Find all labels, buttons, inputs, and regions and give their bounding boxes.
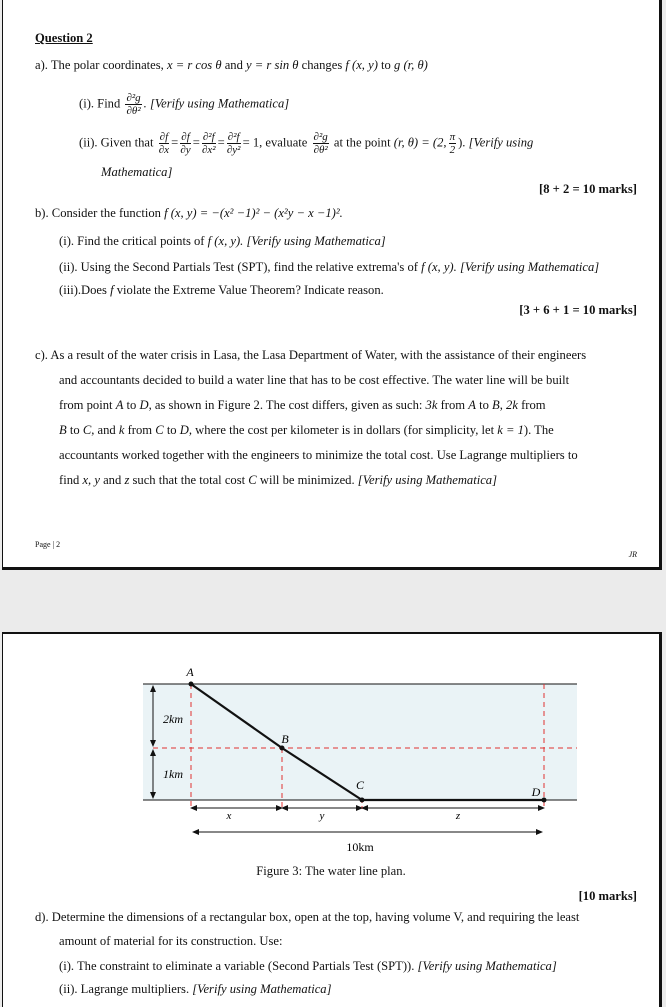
part-b-i: (i). Find the critical points of f (x, y). [Verify using Mathematica] xyxy=(59,234,386,248)
marks-a: [8 + 2 = 10 marks] xyxy=(539,182,637,196)
height-2km-label: 2km xyxy=(163,712,183,726)
part-c-line1: c). As a result of the water crisis in Lasa, the Lasa Department of Water, with the assistance of their engineers xyxy=(35,348,587,362)
part-b-iii: (iii).Does f violate the Extreme Value Theorem? Indicate reason. xyxy=(59,283,384,297)
point-b-label: B xyxy=(281,732,289,746)
part-b-ii: (ii). Using the Second Partials Test (SPT), find the relative extrema's of f (x, y). [Verify using Mathematica] xyxy=(59,260,600,274)
part-c-line6: find x, y and z such that the total cost C will be minimized. [Verify using Mathematica] xyxy=(59,473,498,487)
part-a-intro: a). The polar coordinates, x = r cos θ and y = r sin θ changes f (x, y) to g (r, θ) xyxy=(35,58,428,72)
part-d-i: (i). The constraint to eliminate a variable (Second Partials Test (SPT)). [Verify using Mathematica] xyxy=(59,959,557,973)
author-initials: JR xyxy=(628,550,637,559)
part-d-ii: (ii). Lagrange multipliers. [Verify using Mathematica] xyxy=(59,982,332,996)
figure-caption: Figure 3: The water line plan. xyxy=(256,864,406,878)
part-d-line1: d). Determine the dimensions of a rectangular box, open at the top, having volume V, and requiring the least xyxy=(35,910,580,924)
page-1 xyxy=(2,0,662,570)
part-c-line5: accountants worked together with the engineers to minimize the total cost. Use Lagrange multipliers to xyxy=(59,448,578,462)
fraction: $\frac{\text{∂²g}}{\text{∂θ²}}$ xyxy=(126,92,141,117)
x-label: x xyxy=(226,810,232,822)
height-1km-label: 1km xyxy=(163,767,183,781)
part-b-intro: b). Consider the function f (x, y) = −(x² −1)² − (x²y − x −1)². xyxy=(35,206,343,220)
part-c-line4: B to C, and k from C to D, where the cost per kilometer is in dollars (for simplicity, let k = 1). The xyxy=(59,423,554,437)
marks-b: [3 + 6 + 1 = 10 marks] xyxy=(519,303,637,317)
z-label: z xyxy=(455,810,461,822)
part-d-line2: amount of material for its construction. Use: xyxy=(59,934,283,948)
page-2 xyxy=(2,632,662,1007)
part-c-line2: and accountants decided to build a water line that has to be cost effective. The water line will be built xyxy=(59,373,570,387)
marks-d-header: [10 marks] xyxy=(578,889,637,903)
part-c-line3: from point A to D, as shown in Figure 2. The cost differs, given as such: 3k from A to B, 2k from xyxy=(59,398,546,412)
part-a-ii-verify: Mathematica] xyxy=(101,165,173,179)
point-d-label: D xyxy=(531,785,541,799)
point-c-label: C xyxy=(355,778,365,792)
part-a-i: (i). Find $\frac{\text{∂²g}}{\text{∂θ²}}$ . [Verify using Mathematica] xyxy=(79,92,290,117)
part-a-ii: (ii). Given that $\frac{\partial f}{\partial x}$ = $\frac{\partial f}{\partial y}$ = $\frac{\text{∂²f}}{\text{∂x²}}$ = $\frac{\text{∂²f}}{\text{∂y²}}$ = 1, evaluate $\frac{\text{∂²g}}{\text{∂θ²}}$ at the point (r, θ) = (2, $\frac{\pi}{2}$ ). [Verify using xyxy=(79,131,534,156)
point-a-label: A xyxy=(186,665,194,679)
y-label: y xyxy=(319,810,325,822)
page-footer: Page | 2 xyxy=(35,540,61,549)
total-length-label: 10km xyxy=(346,840,374,854)
water-line-figure xyxy=(3,662,663,862)
question-title: Question 2 xyxy=(35,31,93,45)
